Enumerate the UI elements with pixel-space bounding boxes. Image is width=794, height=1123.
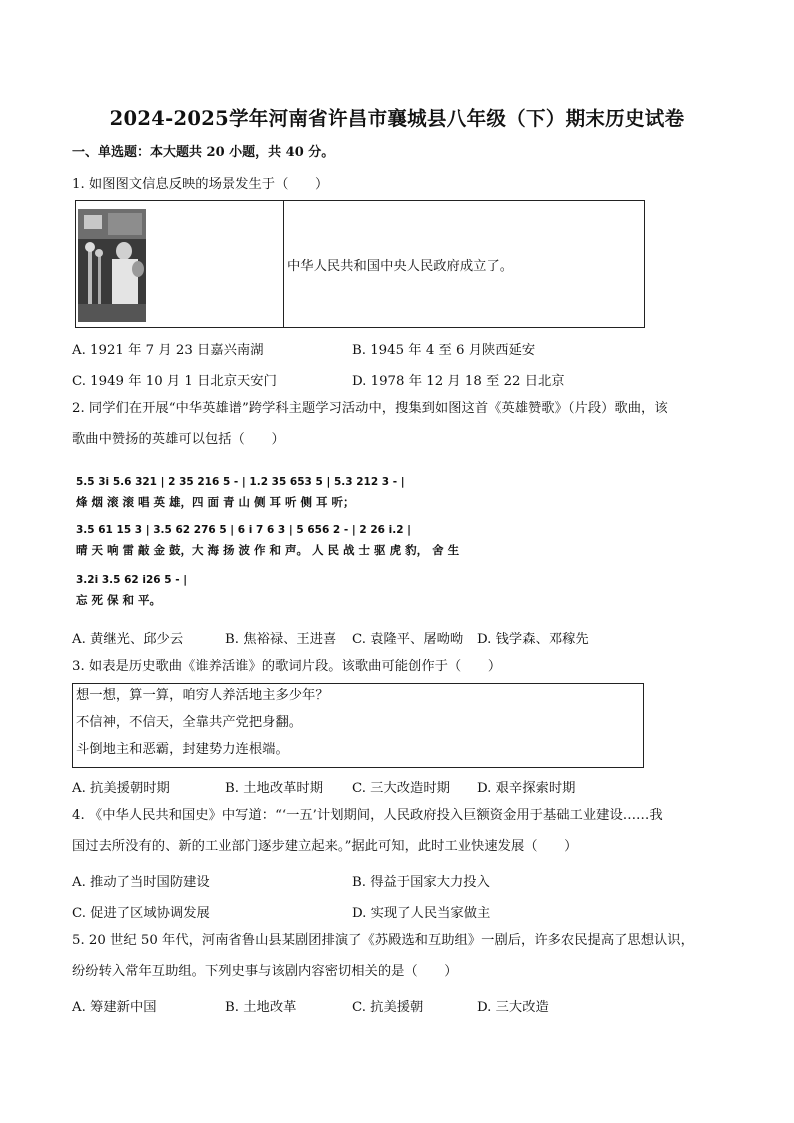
q4-option-b[interactable]: B. 得益于国家大力投入 — [352, 875, 490, 890]
score-row3-notes: 3.2i 3.5 62 i26 5 - | — [76, 574, 188, 586]
q3-option-d[interactable]: D. 艰辛探索时期 — [477, 781, 576, 796]
q5-option-b[interactable]: B. 土地改革 — [225, 1000, 297, 1015]
q2-option-a[interactable]: A. 黄继光、邱少云 — [72, 632, 184, 647]
q3-lyrics-box — [72, 683, 644, 768]
q2-option-c[interactable]: C. 袁隆平、屠呦呦 — [352, 632, 464, 647]
q4-option-c[interactable]: C. 促进了区域协调发展 — [72, 906, 210, 921]
q5-option-c[interactable]: C. 抗美援朝 — [352, 1000, 424, 1015]
q3-lyric-line: 斗倒地主和恶霸，封建势力连根端。 — [76, 742, 289, 757]
q3-lyric-line: 不信神，不信天，全靠共产党把身翻。 — [76, 715, 303, 730]
q2-stem-line2: 歌曲中赞扬的英雄可以包括（ ） — [72, 432, 285, 447]
q5-stem-line1: 5. 20 世纪 50 年代，河南省鲁山县某剧团排演了《苏殿选和互助组》一剧后，许多农民提高了思想认识， — [72, 933, 694, 948]
q1-option-d[interactable]: D. 1978 年 12 月 18 至 22 日北京 — [352, 374, 565, 389]
q4-option-d[interactable]: D. 实现了人民当家做主 — [352, 906, 491, 921]
q1-table-text: 中华人民共和国中央人民政府成立了。 — [284, 201, 645, 328]
q5-option-a[interactable]: A. 筹建新中国 — [72, 1000, 157, 1015]
q1-option-c[interactable]: C. 1949 年 10 月 1 日北京天安门 — [72, 374, 277, 389]
exam-title: 2024-2025学年河南省许昌市襄城县八年级（下）期末历史试卷 — [109, 107, 685, 130]
q5-option-d[interactable]: D. 三大改造 — [477, 1000, 549, 1015]
q2-option-b[interactable]: B. 焦裕禄、王进喜 — [225, 632, 337, 647]
q1-option-b[interactable]: B. 1945 年 4 至 6 月陕西延安 — [352, 343, 536, 358]
q3-lyric-line: 想一想，算一算，咱穷人养活地主多少年？ — [76, 688, 329, 703]
q1-stem: 1. 如图图文信息反映的场景发生于（ ） — [72, 177, 329, 192]
q4-stem-line2: 国过去所没有的、新的工业部门逐步建立起来。”据此可知，此时工业快速发展（ ） — [72, 839, 578, 854]
q3-option-a[interactable]: A. 抗美援朝时期 — [72, 781, 170, 796]
q3-option-c[interactable]: C. 三大改造时期 — [352, 781, 450, 796]
founding-ceremony-photo — [76, 201, 284, 328]
q2-stem-line1: 2. 同学们在开展“中华英雄谱”跨学科主题学习活动中，搜集到如图这首《英雄赞歌》（片段）歌曲，该 — [72, 401, 668, 416]
score-row1-lyrics: 烽 烟 滚 滚 唱 英 雄，四 面 青 山 侧 耳 听 侧 耳 听； — [76, 495, 355, 509]
song-score — [72, 466, 562, 612]
q3-option-b[interactable]: B. 土地改革时期 — [225, 781, 324, 796]
score-row1-notes: 5.5 3i 5.6 321 | 2 35 216 5 - | 1.2 35 653 5 | 5.3 212 3 - | — [76, 476, 405, 488]
q3-stem: 3. 如表是历史歌曲《谁养活谁》的歌词片段。该歌曲可能创作于（ ） — [72, 659, 502, 674]
score-row2-notes: 3.5 61 15 3 | 3.5 62 276 5 | 6 i 7 6 3 | 5 656 2 - | 2 26 i.2 | — [76, 524, 411, 536]
score-row2-lyrics: 晴 天 响 雷 敲 金 鼓，大 海 扬 波 作 和 声。 人 民 战 士 驱 虎 豹， 舍 生 — [76, 543, 460, 557]
q2-option-d[interactable]: D. 钱学森、邓稼先 — [477, 632, 589, 647]
section-heading: 一、单选题：本大题共 20 小题，共 40 分。 — [72, 145, 335, 160]
q1-option-a[interactable]: A. 1921 年 7 月 23 日嘉兴南湖 — [72, 343, 264, 358]
q4-option-a[interactable]: A. 推动了当时国防建设 — [72, 875, 210, 890]
q5-stem-line2: 纷纷转入常年互助组。下列史事与该剧内容密切相关的是（ ） — [72, 964, 458, 979]
score-row3-lyrics: 忘 死 保 和 平。 — [76, 593, 162, 607]
q1-table — [75, 200, 645, 328]
q4-stem-line1: 4. 《中华人民共和国史》中写道：“‘一五’计划期间，人民政府投入巨额资金用于基础工业建设……我 — [72, 808, 663, 823]
